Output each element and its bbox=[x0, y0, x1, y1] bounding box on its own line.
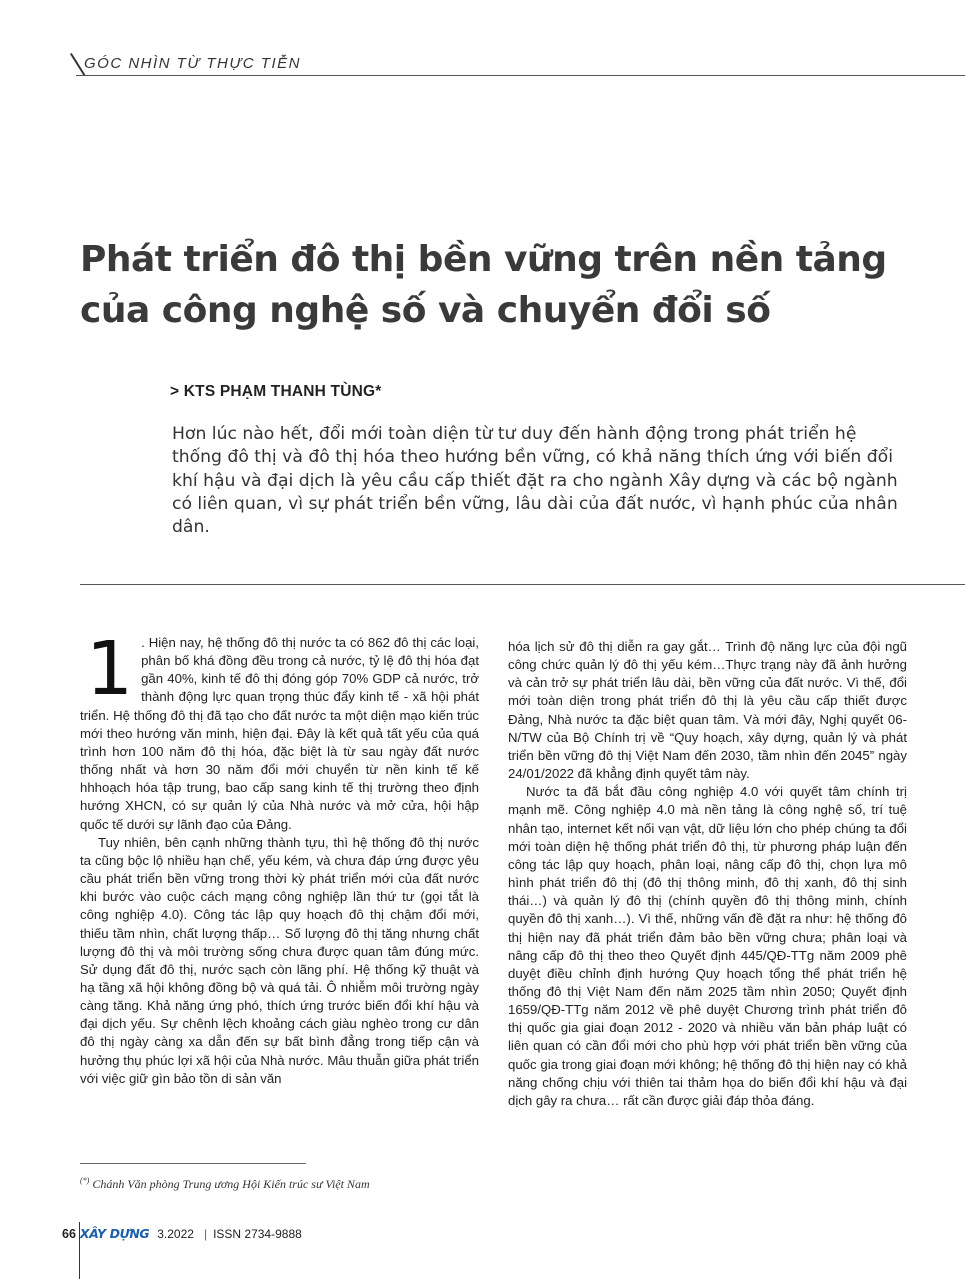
title-line-1: Phát triển đô thị bền vững trên nền tảng bbox=[80, 239, 887, 280]
issn: ISSN 2734-9888 bbox=[213, 1226, 302, 1241]
footnote bbox=[80, 1176, 370, 1192]
footnote-rule bbox=[80, 1163, 306, 1164]
page-footer bbox=[62, 1226, 302, 1241]
drop-cap: 1 bbox=[86, 626, 134, 712]
footnote-text: Chánh Văn phòng Trung ương Hội Kiến trúc sư Việt Nam bbox=[92, 1177, 370, 1191]
right-column bbox=[508, 638, 907, 1110]
section-label-text: GÓC NHÌN TỪ THỰC TIỄN bbox=[84, 55, 301, 72]
article-title bbox=[80, 234, 900, 336]
magazine-logo: XÂY DỰNG bbox=[79, 1226, 150, 1241]
author-byline: > KTS PHẠM THANH TÙNG* bbox=[170, 383, 382, 400]
article-lead: Hơn lúc nào hết, đổi mới toàn diện từ tư duy đến hành động trong phát triển hệ thống đô thị và đô thị hóa theo hướng bền vững, có khả năng thích ứng với biến đổi khí hậu và đại dịch là yêu cầu cấp thiết đặt ra cho ngành Xây dựng và các bộ ngành có liên quan, vì sự phát triển bền vững, lâu dài của đất nước, vì hạnh phúc của nhân dân. bbox=[172, 424, 898, 538]
paragraph: Nước ta đã bắt đầu công nghiệp 4.0 với quyết tâm chính trị mạnh mẽ. Công nghiệp 4.0 mà nền tảng là công nghệ số, trí tuệ nhân tạo, internet kết nối vạn vật, dữ liệu lớn cho phép chúng ta đổi mới toàn diện hệ thống phát triển đô thị, từ phương pháp luận đến công tác lập quy hoạch, phân loại, nâng cấp đô thị, chọn lựa mô hình phát triển đô thị (đô thị thông minh, đô thị xanh, đô thị sinh thái…) và quản lý đô thị (chính quyền đô thị thông minh, chính quyền đô thị xanh…). Vì thế, những vấn đề đặt ra như: hệ thống đô thị hiện nay đã phát triển đảm bảo bền vững chưa; phân loại và nâng cấp đô thị theo theo Quyết định 445/QĐ-TTg năm 2009 phê duyệt điều chỉnh định hướng Quy hoạch tổng thể phát triển hệ thống đô thị Việt Nam đến năm 2025 tầm nhìn 2050; Quyết định 1659/QĐ-TTg năm 2012 về phê duyệt Chương trình phát triển đô thị quốc gia giai đoạn 2012 - 2020 và nhiều văn bản pháp luật có liên quan có cần đổi mới cho phù hợp với phát triển bền vững của quốc gia trong giai đoạn mới không; hệ thống đô thị hiện nay có khả năng chống chịu với thiên tai thảm họa do biến đổi khí hậu và đại dịch gây ra chưa… rất cần được giải đáp thỏa đáng. bbox=[508, 784, 907, 1108]
footnote-marker: (*) bbox=[80, 1176, 90, 1185]
paragraph: . Hiện nay, hệ thống đô thị nước ta có 862 đô thị các loại, phân bố khá đồng đều trong cả nước, tỷ lệ đô thị hóa đạt gần 40%, kinh tế đô thị đóng góp 70% GDP cả nước, trở thành động lực quan trọng thúc đẩy kinh tế - xã hội phát triển. Hệ thống đô thị đã tạo cho đất nước ta một diện mạo kiến trúc mới theo hướng văn minh, hiện đại. Đây là kết quả tất yếu của quá trình hơn 100 năm đô thị hóa, đặc biệt là từ sau ngày đất nước thống nhất và hơn 30 năm đổi mới chuyển từ nền kinh tế kế hhhoạch hóa tập trung, bao cấp sang kinh tế thị trường theo định hướng XHCN, có sự quản lý của Nhà nước và mở cửa, hội hập quốc tế dưới sự lãnh đạo của Đảng. bbox=[80, 635, 479, 832]
issue-number: 3.2022 bbox=[157, 1226, 194, 1241]
lead-divider bbox=[80, 584, 965, 585]
page-number: 66 bbox=[62, 1226, 76, 1241]
title-line-2: của công nghệ số và chuyển đổi số bbox=[80, 290, 771, 331]
footer-separator: | bbox=[203, 1226, 208, 1241]
paragraph: Tuy nhiên, bên cạnh những thành tựu, thì hệ thống đô thị nước ta cũng bộc lộ nhiều hạn chế, yếu kém, và chưa đáp ứng được yêu cầu phát triển bền vững trong thời kỳ phát triển mới của đất nước khi bước vào cuộc cách mạng công nghiệp lần thứ tư (gọi tắt là công nghiệp 4.0). Công tác lập quy hoạch đô thị chậm đổi mới, thiếu tầm nhìn, chất lượng thấp… Số lượng đô thị tăng nhưng chất lượng đô thị và môi trường sống chưa được quan tâm đúng mức. Sử dụng đất đô thị, nước sạch còn lãng phí. Hệ thống kỹ thuật và hạ tầng xã hội không đồng bộ và quá tải. Ô nhiễm môi trường ngày càng tăng. Khả năng ứng phó, thích ứng trước biến đổi khí hậu và đại dịch yếu. Sự chênh lệch khoảng cách giàu nghèo trong cư dân đô thị ngày càng xa dẫn đến sự bất bình đẳng trong tiếp cận và hưởng thụ phúc lợi xã hội của Nhà nước. Mâu thuẫn giữa phát triển với việc giữ gìn bảo tồn di sản văn bbox=[80, 834, 479, 1086]
paragraph: hóa lịch sử đô thị diễn ra gay gắt… Trình độ năng lực của đội ngũ công chức quản lý đô thị yếu kém…Thực trạng này đã ảnh hưởng và cản trở sự phát triển lâu dài, bền vững của đất nước. Vì thế, đổi mới toàn diện trong phát triển đô thị là yêu cầu cấp thiết được Đảng, Nhà nước ta đặc biệt quan tâm. Và mới đây, Nghị quyết 06-N/TW của Bộ Chính trị về “Quy hoạch, xây dựng, quản lý và phát triển bền vững đô thị Việt Nam đến 2030, tầm nhìn đến 2045” ngày 24/01/2022 đã khẳng định quyết tâm này. bbox=[508, 639, 907, 782]
header-rule bbox=[76, 75, 965, 76]
left-column bbox=[80, 626, 479, 1088]
